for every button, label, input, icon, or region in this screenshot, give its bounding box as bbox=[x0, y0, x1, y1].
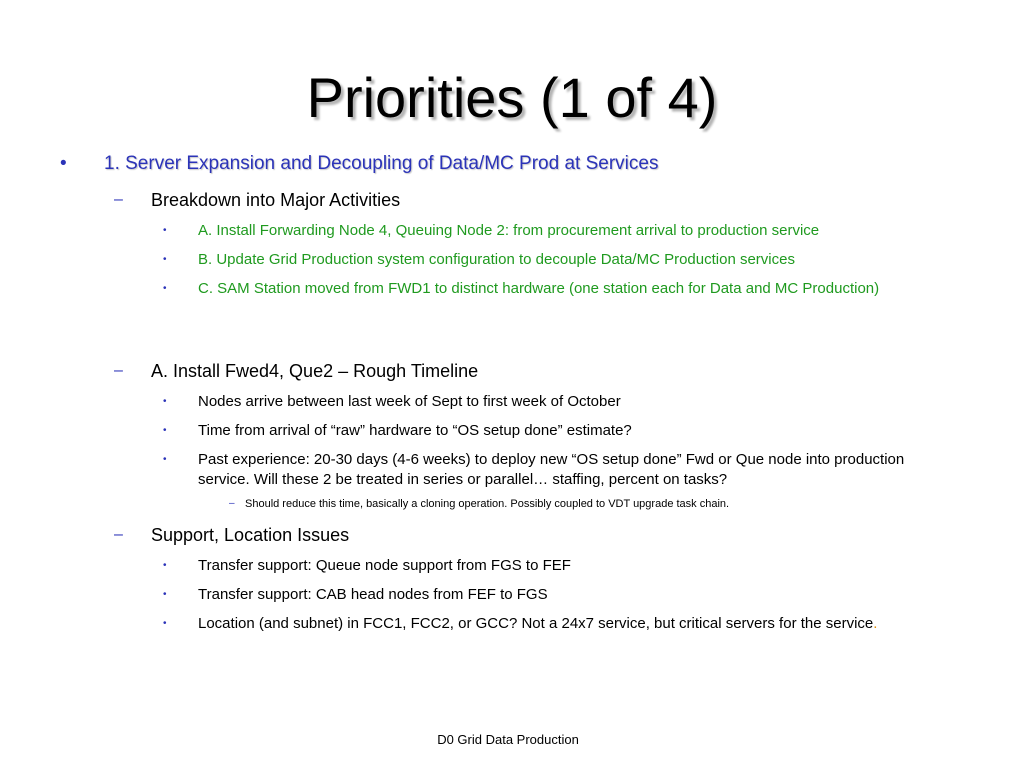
slide-footer: D0 Grid Data Production bbox=[437, 732, 579, 747]
support-item: Transfer support: Queue node support from FGS to FEF bbox=[198, 557, 571, 574]
timeline-item: Past experience: 20-30 days (4-6 weeks) to deploy new “OS setup done” Fwd or Que node into production service. Will these 2 be treated in series or parallel… staffing, percent on tasks? bbox=[198, 451, 905, 488]
bullet-icon: • bbox=[163, 283, 167, 294]
bullet-icon: • bbox=[163, 454, 167, 465]
breakdown-label: Breakdown into Major Activities bbox=[151, 190, 401, 210]
support-item: Transfer support: CAB head nodes from FEF to FGS bbox=[198, 586, 548, 603]
timeline-item: Time from arrival of “raw” hardware to “OS setup done” estimate? bbox=[198, 422, 632, 439]
support-label: Support, Location Issues bbox=[151, 525, 350, 545]
dash-icon: – bbox=[114, 526, 123, 543]
dash-icon: – bbox=[114, 362, 123, 379]
bullet-icon: • bbox=[60, 153, 67, 174]
timeline-subitem: Should reduce this time, basically a cloning operation. Possibly coupled to VDT upgrade task chain. bbox=[245, 498, 730, 510]
dash-icon: – bbox=[229, 498, 235, 509]
bullet-icon: • bbox=[163, 425, 167, 436]
timeline-label: A. Install Fwed4, Que2 – Rough Timeline bbox=[151, 361, 479, 381]
support-item bbox=[198, 614, 923, 634]
breakdown-item: C. SAM Station moved from FWD1 to distinct hardware (one station each for Data and MC Production) bbox=[198, 280, 880, 297]
section-heading: 1. Server Expansion and Decoupling of Data/MC Prod at Services bbox=[104, 153, 659, 174]
timeline-item: Nodes arrive between last week of Sept to first week of October bbox=[198, 393, 621, 410]
breakdown-item: A. Install Forwarding Node 4, Queuing Node 2: from procurement arrival to production service bbox=[198, 222, 820, 239]
bullet-icon: • bbox=[163, 589, 167, 600]
bullet-icon: • bbox=[163, 396, 167, 407]
trailing-period: . bbox=[873, 615, 878, 632]
dash-icon: – bbox=[114, 191, 123, 208]
bullet-icon: • bbox=[163, 225, 167, 236]
breakdown-item: B. Update Grid Production system configuration to decouple Data/MC Production services bbox=[198, 251, 795, 268]
support-item-text: Location (and subnet) in FCC1, FCC2, or GCC? Not a 24x7 service, but critical servers for the service bbox=[198, 615, 874, 632]
slide-title: Priorities (1 of 4) bbox=[306, 66, 718, 129]
bullet-icon: • bbox=[163, 618, 167, 629]
bullet-icon: • bbox=[163, 560, 167, 571]
bullet-icon: • bbox=[163, 254, 167, 265]
